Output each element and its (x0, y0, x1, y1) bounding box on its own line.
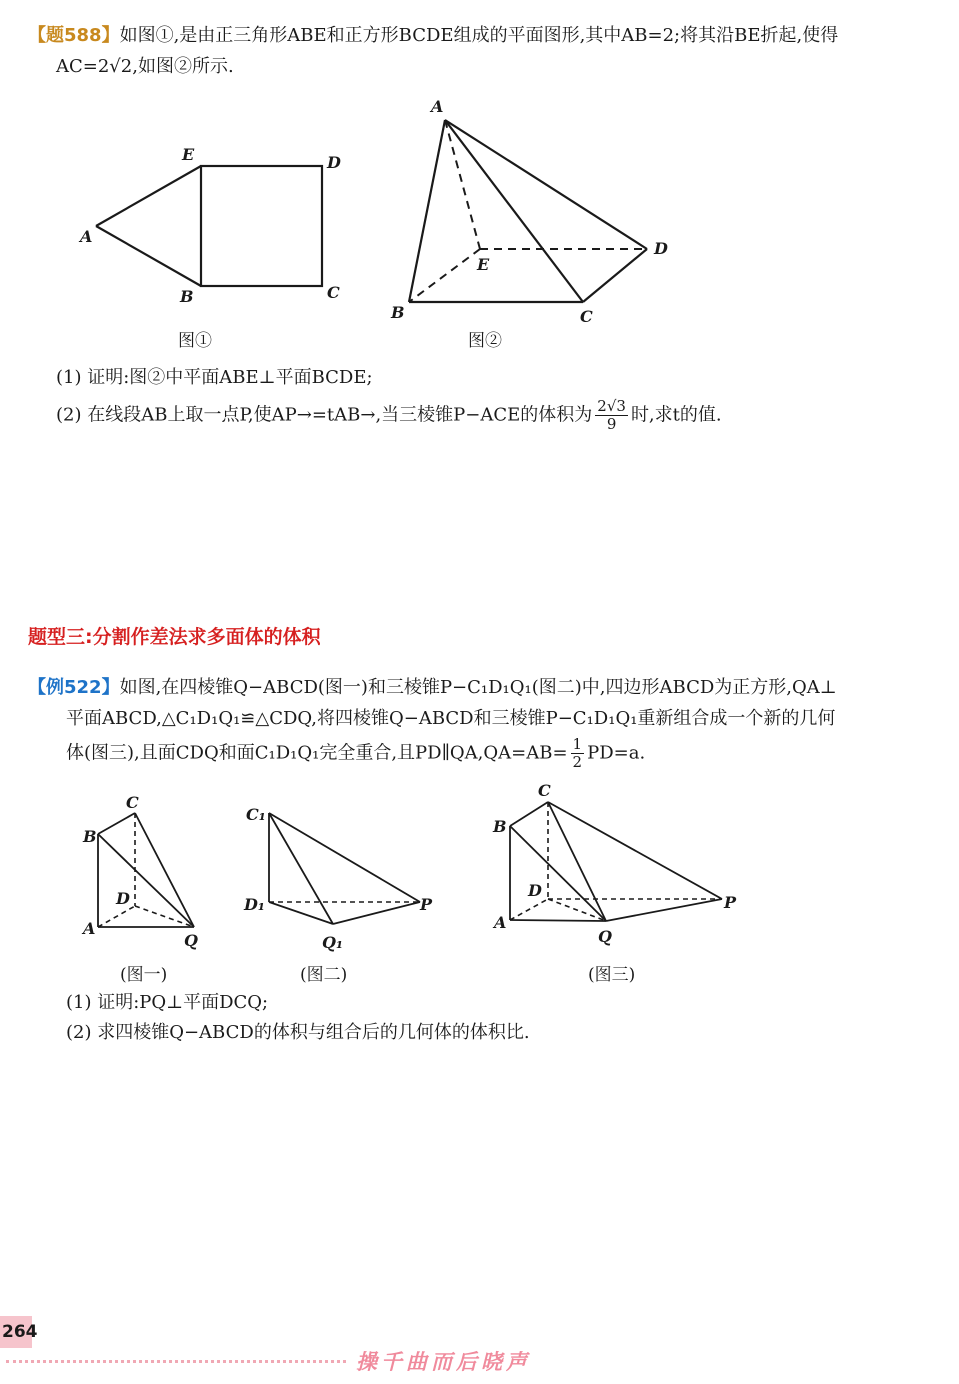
edge-AE (96, 166, 201, 226)
label-P: P (724, 893, 737, 912)
label-D1: D₁ (244, 895, 265, 914)
label-B: B (83, 827, 97, 846)
edge-EB-hidden (409, 249, 480, 302)
label-C: C (126, 793, 139, 812)
edge-AB (96, 226, 201, 286)
square-BCDE (201, 166, 322, 286)
edge-QP (606, 899, 722, 921)
label-C: C (580, 307, 593, 326)
example-522-line1 (28, 674, 837, 702)
edge-AC (445, 120, 583, 302)
label-B: B (180, 287, 194, 306)
figure-588-1 (70, 140, 360, 310)
problem-588-text-1: 如图①,是由正三角形ABE和正方形BCDE组成的平面图形,其中AB=2;将其沿BE折起,使得 (119, 25, 839, 46)
figure-522-3-caption: (图三) (588, 965, 636, 985)
edge-BQ (510, 826, 606, 921)
example-522-tag: 【例522】 (28, 677, 120, 698)
edge-BQ (98, 834, 194, 927)
half-fraction (571, 736, 585, 771)
volume-fraction-numerator: 2√3 (597, 397, 626, 415)
label-D: D (528, 881, 542, 900)
edge-AQ (510, 920, 606, 921)
label-Q: Q (598, 927, 612, 946)
edge-AD-hidden (98, 906, 135, 927)
edge-BC (98, 813, 135, 834)
edge-AB (409, 120, 445, 302)
example-522-q1: (1) 证明:PQ⊥平面DCQ; (66, 992, 269, 1013)
edge-AD-hidden (510, 899, 548, 920)
label-B: B (493, 817, 507, 836)
problem-588-q2-before: (2) 在线段AB上取一点P,使AP→=tAB→,当三棱锥P−ACE的体积为 (56, 404, 593, 426)
label-E: E (477, 255, 490, 274)
label-C1: C₁ (246, 805, 266, 824)
figure-588-2 (385, 92, 685, 332)
problem-588-q2-after: 时,求t的值. (630, 404, 722, 426)
edge-BC (510, 802, 548, 826)
label-D: D (327, 153, 341, 172)
figure-522-1 (78, 790, 218, 950)
figure-522-2 (240, 798, 440, 956)
label-C: C (327, 283, 340, 302)
problem-588-tag: 【题588】 (28, 25, 120, 46)
label-B: B (391, 303, 405, 322)
figure-522-2-caption: (图二) (300, 965, 348, 985)
volume-fraction-denominator: 9 (606, 415, 617, 433)
edge-C1Q1 (269, 813, 333, 924)
problem-588-line1 (28, 22, 838, 50)
half-fraction-numerator: 1 (572, 735, 583, 753)
edge-C1P (269, 813, 420, 902)
footer-dotted-line (6, 1360, 346, 1363)
example-522-q2: (2) 求四棱锥Q−ABCD的体积与组合后的几何体的体积比. (66, 1022, 530, 1043)
edge-D1Q1 (269, 902, 333, 924)
label-D: D (116, 889, 130, 908)
figure-522-1-caption: (图一) (120, 965, 168, 985)
label-D: D (654, 239, 668, 258)
problem-588-q2 (56, 398, 722, 433)
page-number: 264 (0, 1316, 32, 1348)
footer-motto: 操千曲而后晓声 (356, 1350, 531, 1374)
figure-522-3 (488, 780, 748, 950)
figure-588-2-caption: 图② (468, 331, 502, 351)
figure-588-1-caption: 图① (178, 331, 212, 351)
label-Q: Q (184, 931, 198, 950)
example-522-line3-before: 体(图三),且面CDQ和面C₁D₁Q₁完全重合,且PD∥QA,QA=AB= (66, 742, 568, 764)
example-522-line3 (66, 736, 645, 771)
volume-fraction (595, 398, 628, 433)
problem-588-q1: (1) 证明:图②中平面ABE⊥平面BCDE; (56, 367, 373, 388)
label-E: E (182, 145, 195, 164)
label-A: A (431, 97, 444, 116)
label-C: C (538, 781, 551, 800)
example-522-line2: 平面ABCD,△C₁D₁Q₁≌△CDQ,将四棱锥Q−ABCD和三棱锥P−C₁D₁Q₁重新组合成一个新的几何 (66, 708, 836, 729)
label-Q1: Q₁ (322, 933, 343, 952)
section-title: 题型三:分割作差法求多面体的体积 (28, 626, 321, 648)
label-A: A (494, 913, 507, 932)
problem-588-line2: AC=2√2,如图②所示. (56, 56, 234, 77)
example-522-text-1: 如图,在四棱锥Q−ABCD(图一)和三棱锥P−C₁D₁Q₁(图二)中,四边形ABCD为正方形,QA⊥ (119, 677, 837, 698)
half-fraction-denominator: 2 (572, 753, 583, 771)
label-A: A (83, 919, 96, 938)
example-522-line3-after: PD=a. (587, 742, 646, 764)
label-P: P (420, 895, 433, 914)
edge-CP (548, 802, 722, 899)
label-A: A (80, 227, 93, 246)
edge-CD (583, 249, 647, 302)
edge-Q1P (333, 902, 420, 924)
